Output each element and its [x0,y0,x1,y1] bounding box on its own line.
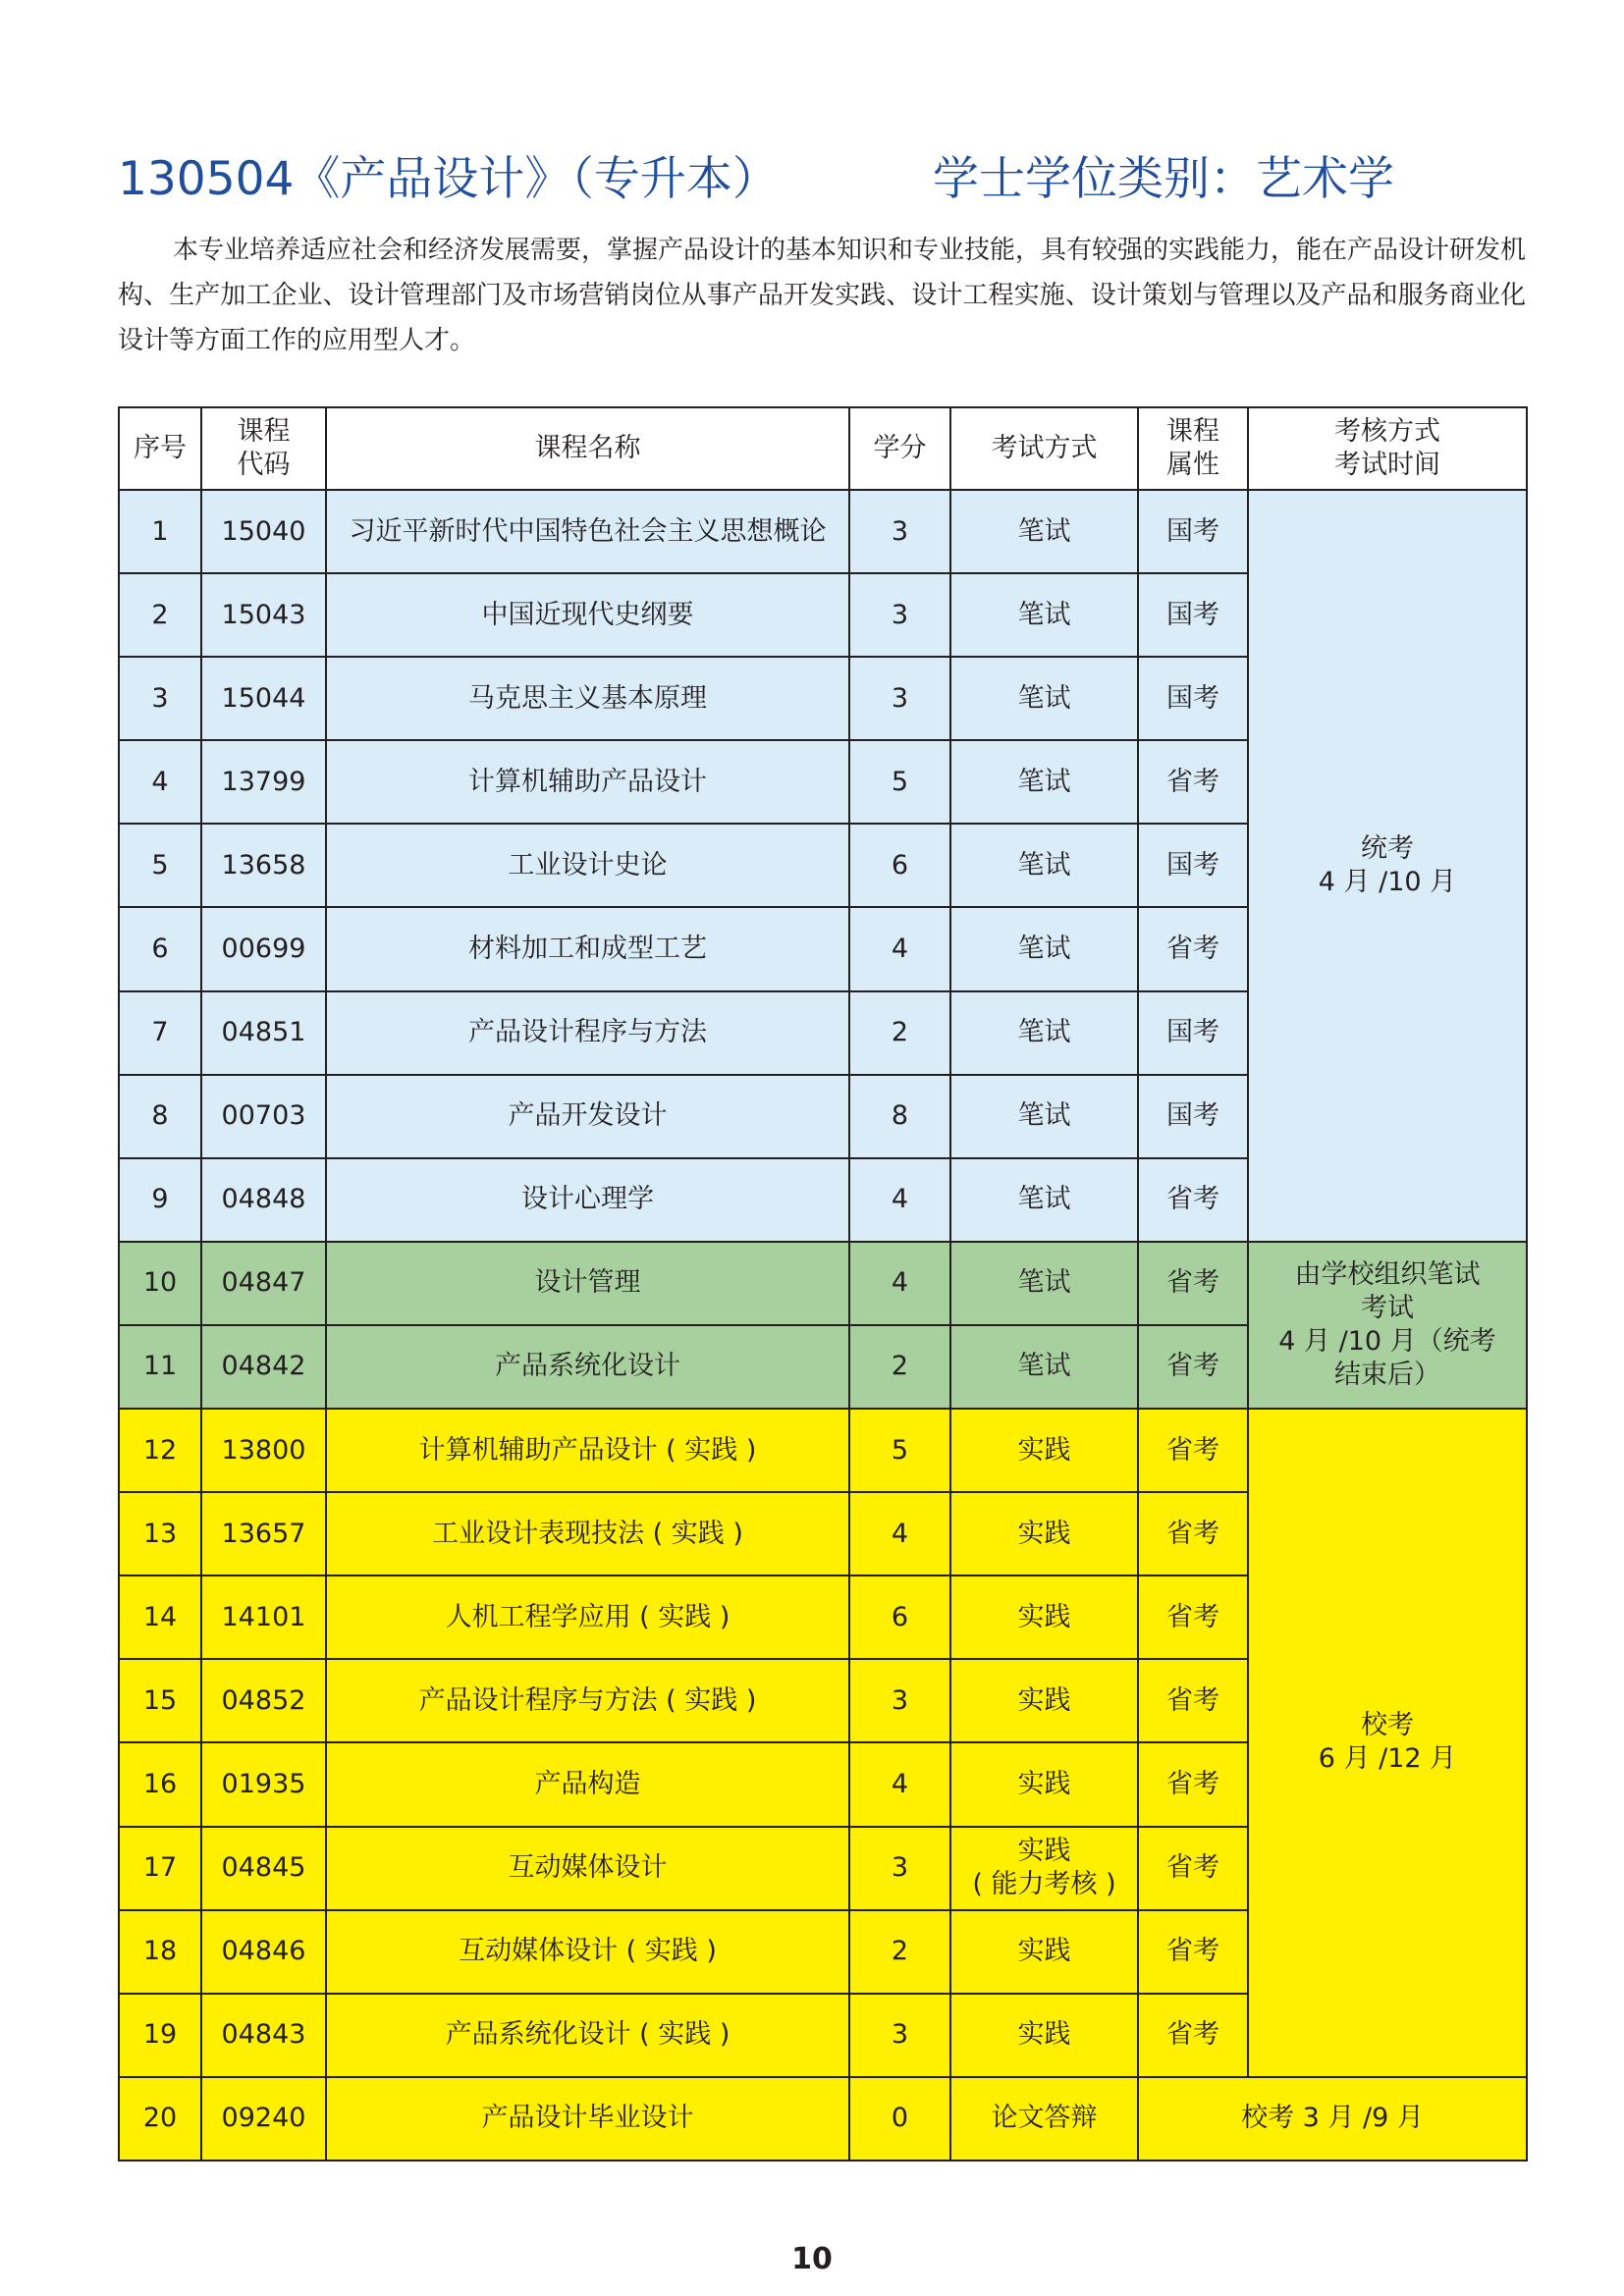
header-attr [1138,407,1248,490]
course-name: 产品设计程序与方法 [326,991,849,1075]
exam-method: 论文答辩 [950,2077,1138,2161]
course-code: 15040 [201,490,326,573]
course-code: 15043 [201,573,326,657]
course-no: 8 [119,1075,201,1158]
course-credit: 3 [849,1994,950,2077]
course-attribute: 国考 [1138,824,1248,907]
course-credit: 4 [849,907,950,990]
table-body [119,490,1527,2161]
course-code: 00699 [201,907,326,990]
course-credit: 2 [849,991,950,1075]
header-row [119,407,1527,490]
exam-method: 笔试 [950,991,1138,1075]
course-name: 中国近现代史纲要 [326,573,849,657]
header-code [201,407,326,490]
course-name: 互动媒体设计 ( 实践 ) [326,1910,849,1994]
course-name: 计算机辅助产品设计 [326,740,849,824]
exam-method: 实践 [950,1910,1138,1994]
header-attr-line-1: 课程 [1166,416,1219,447]
course-no: 19 [119,1994,201,2077]
course-code: 15044 [201,657,326,740]
course-code: 04851 [201,991,326,1075]
course-attribute: 省考 [1138,1827,1248,1910]
course-code: 04845 [201,1827,326,1910]
course-no: 7 [119,991,201,1075]
exam-method: 实践 [950,1659,1138,1742]
course-code: 13799 [201,740,326,824]
exam-method: 笔试 [950,657,1138,740]
header-schedule [1248,407,1527,490]
course-table [118,406,1528,2162]
course-attribute: 省考 [1138,1492,1248,1575]
program-title: 130504《产品设计》（专升本） [118,152,779,206]
course-name: 计算机辅助产品设计 ( 实践 ) [326,1409,849,1492]
course-attribute: 省考 [1138,1158,1248,1242]
course-code: 13657 [201,1492,326,1575]
course-credit: 3 [849,657,950,740]
header-code-line-2: 代码 [237,450,291,480]
course-no: 9 [119,1158,201,1242]
course-no: 13 [119,1492,201,1575]
course-name: 材料加工和成型工艺 [326,907,849,990]
course-attribute: 省考 [1138,1409,1248,1492]
table-row [119,1242,1527,1325]
exam-schedule-line: 6 月 /12 月 [1318,1743,1457,1775]
course-name: 产品设计程序与方法 ( 实践 ) [326,1659,849,1742]
course-code: 14101 [201,1575,326,1659]
course-code: 01935 [201,1742,326,1826]
exam-method: 笔试 [950,573,1138,657]
course-name: 设计管理 [326,1242,849,1325]
header-method: 考试方式 [950,407,1138,490]
course-attribute: 国考 [1138,1075,1248,1158]
table-row [119,2077,1527,2161]
course-credit: 4 [849,1492,950,1575]
header-no: 序号 [119,407,201,490]
table-row [119,490,1527,573]
course-no: 15 [119,1659,201,1742]
exam-method: 实践 [950,1409,1138,1492]
course-attribute: 国考 [1138,490,1248,573]
course-name: 工业设计史论 [326,824,849,907]
exam-method: 笔试 [950,1325,1138,1409]
exam-schedule [1248,490,1527,1242]
course-code: 04842 [201,1325,326,1409]
course-code: 04843 [201,1994,326,2077]
table-header [119,407,1527,490]
course-credit: 3 [849,1659,950,1742]
header-credit: 学分 [849,407,950,490]
course-credit: 3 [849,490,950,573]
course-attr-schedule: 校考 3 月 /9 月 [1138,2077,1527,2161]
course-name: 工业设计表现技法 ( 实践 ) [326,1492,849,1575]
course-no: 18 [119,1910,201,1994]
course-credit: 6 [849,824,950,907]
exam-method: 实践 [950,1742,1138,1826]
header-schedule-line-2: 考试时间 [1334,450,1440,480]
course-attribute: 省考 [1138,740,1248,824]
course-no: 14 [119,1575,201,1659]
degree-category: 学士学位类别：艺术学 [933,152,1394,206]
exam-method-line: ( 能力考核 ) [972,1869,1116,1900]
course-credit: 3 [849,573,950,657]
course-name: 设计心理学 [326,1158,849,1242]
course-attribute: 国考 [1138,573,1248,657]
header-code-line-1: 课程 [237,416,291,447]
page-title [118,145,1532,214]
course-no: 2 [119,573,201,657]
course-attribute: 国考 [1138,657,1248,740]
course-attribute: 省考 [1138,1742,1248,1826]
course-attribute: 省考 [1138,1575,1248,1659]
course-credit: 5 [849,1409,950,1492]
exam-schedule-line: 结束后） [1334,1359,1440,1390]
exam-schedule-line: 校考 [1361,1710,1414,1741]
course-code: 13658 [201,824,326,907]
course-name: 产品系统化设计 [326,1325,849,1409]
course-no: 11 [119,1325,201,1409]
course-name: 互动媒体设计 [326,1827,849,1910]
course-code: 13800 [201,1409,326,1492]
course-attribute: 国考 [1138,991,1248,1075]
course-name: 人机工程学应用 ( 实践 ) [326,1575,849,1659]
exam-schedule-line: 4 月 /10 月（统考 [1278,1325,1496,1357]
header-name: 课程名称 [326,407,849,490]
exam-method: 实践 [950,1994,1138,2077]
program-description: 本专业培养适应社会和经济发展需要，掌握产品设计的基本知识和专业技能，具有较强的实践能力，能在产品设计研发机构、生产加工企业、设计管理部门及市场营销岗位从事产品开发实践、设计工程实施、设计策划与管理以及产品和服务商业化设计等方面工作的应用型人才。 [118,236,1527,355]
course-code: 04847 [201,1242,326,1325]
course-attribute: 省考 [1138,1659,1248,1742]
header-attr-line-2: 属性 [1166,450,1219,480]
course-attribute: 省考 [1138,1994,1248,2077]
course-no: 6 [119,907,201,990]
course-no: 5 [119,824,201,907]
header-schedule-line-1: 考核方式 [1334,416,1440,447]
exam-method: 笔试 [950,907,1138,990]
page-number: 10 [791,2242,833,2276]
course-name: 产品系统化设计 ( 实践 ) [326,1994,849,2077]
table-row [119,1409,1527,1492]
course-code: 04846 [201,1910,326,1994]
course-attribute: 省考 [1138,1242,1248,1325]
exam-method: 笔试 [950,1075,1138,1158]
course-credit: 4 [849,1742,950,1826]
exam-method: 实践 [950,1492,1138,1575]
course-code: 09240 [201,2077,326,2161]
course-code: 04848 [201,1158,326,1242]
course-name: 马克思主义基本原理 [326,657,849,740]
exam-method-line: 实践 [1017,1836,1071,1867]
exam-method: 笔试 [950,490,1138,573]
exam-schedule-line: 统考 [1361,832,1414,864]
course-name: 习近平新时代中国特色社会主义思想概论 [326,490,849,573]
exam-method: 笔试 [950,824,1138,907]
course-credit: 8 [849,1075,950,1158]
course-no: 16 [119,1742,201,1826]
exam-method: 笔试 [950,740,1138,824]
course-credit: 2 [849,1910,950,1994]
course-no: 3 [119,657,201,740]
exam-schedule-line: 考试 [1361,1292,1414,1323]
course-no: 4 [119,740,201,824]
exam-method: 笔试 [950,1158,1138,1242]
course-credit: 2 [849,1325,950,1409]
course-code: 04852 [201,1659,326,1742]
exam-schedule [1248,1409,1527,2077]
exam-schedule [1248,1242,1527,1409]
course-credit: 0 [849,2077,950,2161]
exam-method: 笔试 [950,1242,1138,1325]
course-no: 1 [119,490,201,573]
exam-method [950,1827,1138,1910]
exam-method: 实践 [950,1575,1138,1659]
course-credit: 6 [849,1575,950,1659]
course-credit: 5 [849,740,950,824]
course-attribute: 省考 [1138,907,1248,990]
course-code: 00703 [201,1075,326,1158]
course-credit: 4 [849,1242,950,1325]
course-attribute: 省考 [1138,1325,1248,1409]
course-name: 产品开发设计 [326,1075,849,1158]
course-name: 产品构造 [326,1742,849,1826]
course-no: 20 [119,2077,201,2161]
course-no: 12 [119,1409,201,1492]
course-credit: 3 [849,1827,950,1910]
exam-schedule-line: 由学校组织笔试 [1294,1258,1481,1290]
course-credit: 4 [849,1158,950,1242]
course-no: 17 [119,1827,201,1910]
course-attribute: 省考 [1138,1910,1248,1994]
course-no: 10 [119,1242,201,1325]
course-name: 产品设计毕业设计 [326,2077,849,2161]
exam-schedule-line: 4 月 /10 月 [1318,866,1457,897]
